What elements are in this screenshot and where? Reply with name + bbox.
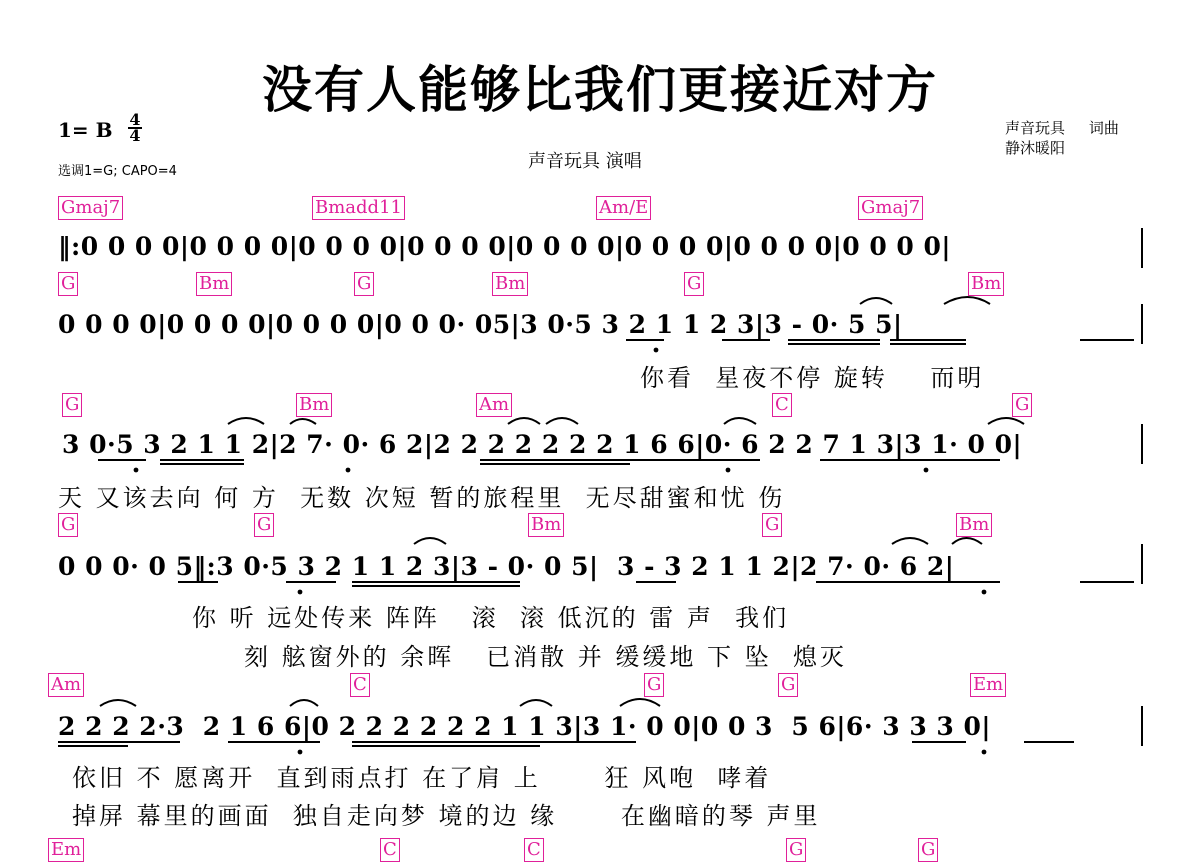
chord-symbol: Bm [956, 513, 992, 537]
author-role: 词曲 [1088, 119, 1119, 137]
chord-symbol: G [918, 838, 938, 862]
lyric-line: 依旧 不 愿离开 直到雨点打 在了肩 上 狂 风咆 哮着 [72, 764, 772, 792]
chord-symbol: Em [48, 838, 84, 862]
time-signature-bottom: 4 [129, 126, 141, 145]
chord-symbol: G [786, 838, 806, 862]
chord-symbol: G [58, 272, 78, 296]
notation-line: 3 0·5 3 2 1 1 2|2 7· 0· 6 2|2 2 2 2 2 2 2 1 6 6|0· 6 2 2 7 1 3|3 1· 0 0| [62, 430, 1023, 459]
chord-symbol: Bm [196, 272, 232, 296]
chord-symbol: G [58, 513, 78, 537]
chord-symbol: C [380, 838, 400, 862]
chord-symbol: Bm [968, 272, 1004, 296]
chord-symbol: Em [970, 673, 1006, 697]
chord-symbol: Bmadd11 [312, 196, 405, 220]
chord-symbol: Bm [528, 513, 564, 537]
chord-symbol: G [254, 513, 274, 537]
capo-note: 选调1=G; CAPO=4 [58, 164, 177, 179]
author-name: 声音玩具 [1005, 119, 1066, 137]
chord-symbol: Gmaj7 [858, 196, 923, 220]
notation-line: 0 0 0 0|0 0 0 0|0 0 0 0|0 0 0· 05|3 0·5 3 2 1 1 2 3|3 - 0· 5 5| [58, 310, 903, 339]
chord-symbol: Am/E [596, 196, 651, 220]
chord-symbol: G [778, 673, 798, 697]
chord-symbol: Bm [492, 272, 528, 296]
time-signature-top: 4 [129, 110, 141, 129]
chord-symbol: C [524, 838, 544, 862]
notation-line: 2 2 2 2·3 2 1 6 6|0 2 2 2 2 2 2 1 1 3|3 1· 0 0|0 0 3 5 6|6· 3 3 3 0| [58, 712, 992, 741]
chord-symbol: G [354, 272, 374, 296]
chord-symbol: G [762, 513, 782, 537]
lyric-line: 掉屏 幕里的画面 独自走向梦 境的边 缘 在幽暗的琴 声里 [72, 802, 821, 830]
chord-symbol: Bm [296, 393, 332, 417]
notation-line: ‖:0 0 0 0|0 0 0 0|0 0 0 0|0 0 0 0|0 0 0 0|0 0 0 0|0 0 0 0|0 0 0 0| [58, 232, 952, 261]
chord-symbol: Am [476, 393, 512, 417]
chord-symbol: C [350, 673, 370, 697]
lyric-line: 刻 舷窗外的 余晖 已消散 并 缓缓地 下 坠 熄灭 [244, 643, 847, 671]
lyric-line: 你 听 远处传来 阵阵 滚 滚 低沉的 雷 声 我们 [192, 604, 790, 632]
chord-symbol: G [62, 393, 82, 417]
lyric-line: 天 又该去向 何 方 无数 次短 暂的旅程里 无尽甜蜜和忧 伤 [58, 484, 786, 512]
notation-line: 0 0 0· 0 5‖:3 0·5 3 2 1 1 2 3|3 - 0· 0 5| 3 - 3 2 1 1 2|2 7· 0· 6 2| [58, 552, 955, 581]
chord-symbol: G [684, 272, 704, 296]
chord-symbol: G [1012, 393, 1032, 417]
key-signature: 1= B [58, 118, 113, 142]
song-title: 没有人能够比我们更接近对方 [262, 61, 938, 119]
author2-name: 静沐暖阳 [1005, 139, 1066, 157]
chord-symbol: G [644, 673, 664, 697]
singer-credit: 声音玩具 演唱 [528, 151, 642, 172]
chord-symbol: Am [48, 673, 84, 697]
chord-symbol: C [772, 393, 792, 417]
chord-symbol: Gmaj7 [58, 196, 123, 220]
lyric-line: 你看 星夜不停 旋转 而明 [640, 364, 985, 392]
